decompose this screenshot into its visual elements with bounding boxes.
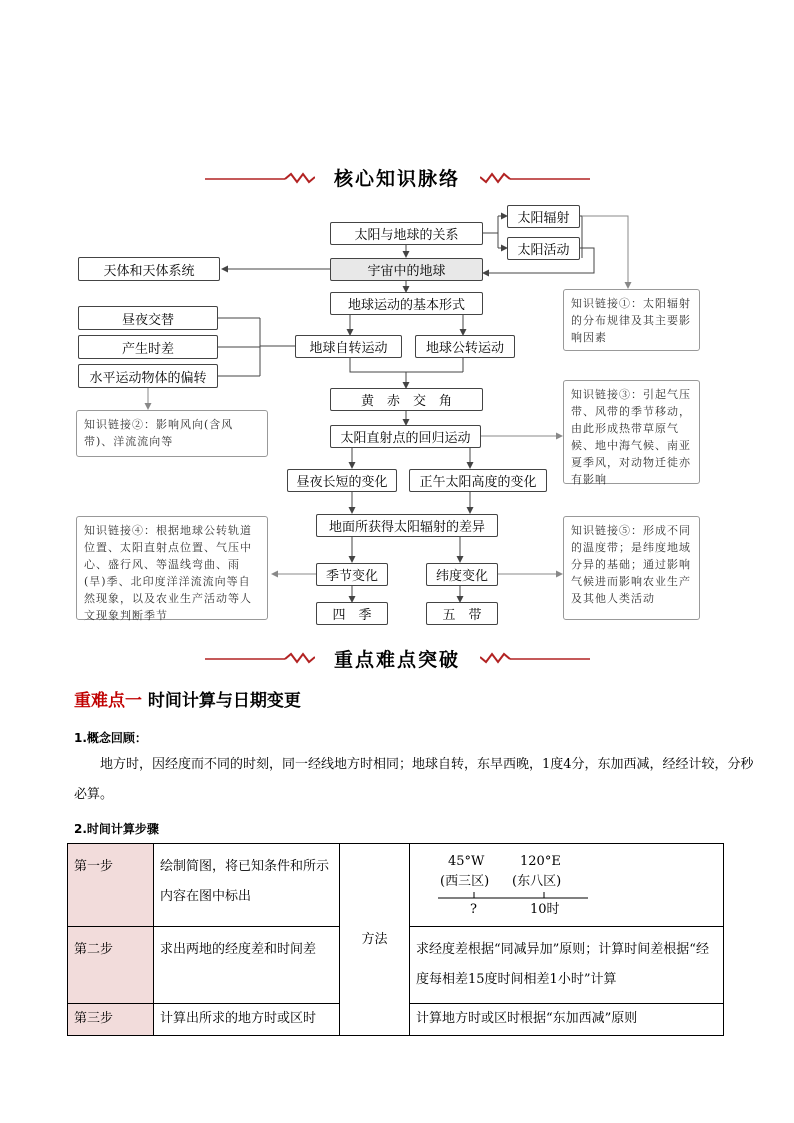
note-link-5: 知识链接⑤：形成不同的温度带；是纬度地域分异的基础；通过影响气候进而影响农业生产及其他人类活动	[563, 516, 700, 620]
box-rotation: 地球自转运动	[295, 335, 402, 358]
box-subsolar: 太阳直射点的回归运动	[330, 425, 481, 448]
box-solar-radiation: 太阳辐射	[507, 205, 580, 228]
diagram-lon-right: 120°E	[520, 854, 561, 869]
step-2-desc: 求出两地的经度差和时间差	[154, 927, 340, 1004]
note-link-4: 知识链接④：根据地球公转轨道位置、太阳直射点位置、气压中心、盛行风、等温线弯曲、雨(旱)季、北印度洋洋流流向等自然现象，以及农业生产活动等人文现象判断季节	[76, 516, 268, 620]
box-five-zones: 五 带	[426, 602, 498, 625]
note-link-3: 知识链接③：引起气压带、风带的季节移动，由此形成热带草原气候、地中海气候、南亚夏季风，对动物迁徙亦有影响	[563, 380, 700, 484]
box-four-seasons: 四 季	[316, 602, 388, 625]
steps-table	[67, 843, 724, 1036]
note-link-2: 知识链接②：影响风向(含风带)、洋流流向等	[76, 410, 268, 457]
step-3-desc: 计算出所求的地方时或区时	[154, 1004, 340, 1036]
diagram-axis	[438, 890, 588, 904]
focus-label: 重难点一	[74, 691, 142, 711]
diagram-lon-left: 45°W	[448, 854, 485, 869]
steps-heading: 2.时间计算步骤	[74, 822, 159, 836]
box-latitude-change: 纬度变化	[426, 563, 498, 586]
step-2-label: 第二步	[68, 927, 154, 1004]
diagram-zone-left: (西三区)	[440, 874, 490, 889]
step-3-method: 计算地方时或区时根据“东加西减”原则	[410, 1004, 724, 1036]
step-2-method: 求经度差根据“同减异加”原则；计算时间差根据“经度每相差15度时间相差1小时”计算	[410, 927, 724, 1004]
box-earth-in-universe: 宇宙中的地球	[330, 258, 483, 281]
step-1-desc: 绘制简图，将已知条件和所示内容在图中标出	[154, 844, 340, 927]
box-time-difference: 产生时差	[78, 335, 218, 359]
step-3-label: 第三步	[68, 1004, 154, 1036]
box-solar-activity: 太阳活动	[507, 237, 580, 260]
title-decoration-left-2	[205, 652, 315, 666]
box-sun-earth-relation: 太阳与地球的关系	[330, 222, 483, 245]
section-title-focus	[0, 645, 794, 672]
box-deflection: 水平运动物体的偏转	[78, 364, 218, 388]
box-revolution: 地球公转运动	[415, 335, 515, 358]
concept-text: 地方时，因经度而不同的时刻，同一经线地方时相同；地球自转，东早西晚，1度4分，东加西减，经经计较，分秒必算。	[74, 757, 754, 802]
box-noon-altitude: 正午太阳高度的变化	[409, 469, 547, 492]
box-radiation-diff: 地面所获得太阳辐射的差异	[316, 514, 498, 537]
section-title-text: 核心知识脉络	[333, 168, 460, 190]
step-1-label: 第一步	[68, 844, 154, 927]
focus-heading	[74, 686, 301, 711]
note-link-1: 知识链接①：太阳辐射的分布规律及其主要影响因素	[563, 289, 700, 351]
title-decoration-right-2	[480, 652, 590, 666]
concept-heading: 1.概念回顾：	[74, 731, 147, 745]
box-obliquity: 黄 赤 交 角	[330, 388, 483, 411]
diagram-zone-right: (东八区)	[512, 874, 562, 889]
focus-title: 时间计算与日期变更	[147, 691, 301, 711]
box-season-change: 季节变化	[316, 563, 388, 586]
box-celestial-bodies: 天体和天体系统	[78, 257, 220, 281]
diagram-time-right: 10时	[530, 902, 560, 917]
time-diagram-cell	[410, 844, 724, 927]
box-basic-motion: 地球运动的基本形式	[330, 292, 483, 315]
box-day-length: 昼夜长短的变化	[287, 469, 397, 492]
box-day-night: 昼夜交替	[78, 306, 218, 330]
method-label: 方法	[340, 844, 410, 1036]
diagram-time-left: ?	[470, 902, 477, 917]
section-title-text-2: 重点难点突破	[333, 649, 460, 671]
